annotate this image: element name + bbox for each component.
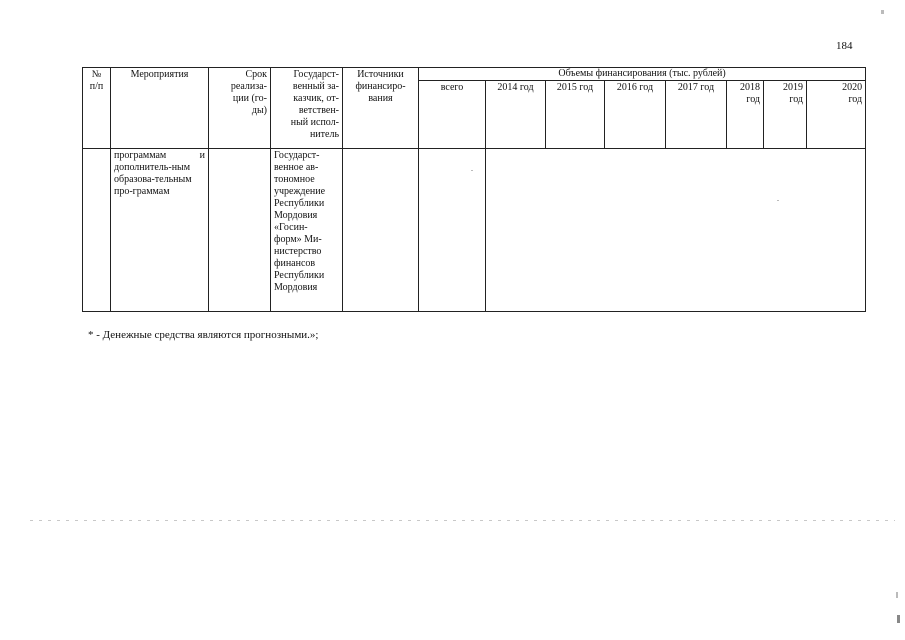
header-year-2019: 2019 год bbox=[764, 81, 807, 149]
header-year-2016: 2016 год bbox=[605, 81, 666, 149]
header-year-2015: 2015 год bbox=[546, 81, 605, 149]
header-sources: Источники финансиро- вания bbox=[343, 68, 419, 149]
header-year-2018: 2018 год bbox=[727, 81, 764, 149]
header-total: всего bbox=[419, 81, 486, 149]
row-customer: Государст- венное ав- тономное учреждение Республики Мордовия «Госин- форм» Ми- нистерство финансов Республики Мордовия bbox=[271, 149, 343, 312]
header-volumes: Объемы финансирования (тыс. рублей) bbox=[419, 68, 866, 81]
row-values bbox=[486, 149, 866, 312]
header-year-2020: 2020 год bbox=[807, 81, 866, 149]
header-term: Срок реализа- ции (го- ды) bbox=[209, 68, 271, 149]
row-total bbox=[419, 149, 486, 312]
header-year-2017: 2017 год bbox=[666, 81, 727, 149]
scan-speck bbox=[881, 10, 884, 14]
row-measure: программам и дополнитель-ным образова-тельным про-граммам bbox=[111, 149, 209, 312]
header-measures: Мероприятия bbox=[111, 68, 209, 149]
table-row bbox=[83, 149, 866, 312]
row-sources bbox=[343, 149, 419, 312]
row-term bbox=[209, 149, 271, 312]
footnote: * - Денежные средства являются прогнозными.»; bbox=[88, 329, 319, 341]
row-num bbox=[83, 149, 111, 312]
header-num: № п/п bbox=[83, 68, 111, 149]
financing-table bbox=[82, 67, 866, 312]
scan-speck bbox=[896, 592, 898, 598]
page-number: 184 bbox=[836, 40, 853, 52]
header-year-2014: 2014 год bbox=[486, 81, 546, 149]
scan-artifact-line bbox=[30, 520, 895, 521]
header-row-1 bbox=[83, 68, 866, 81]
scan-speck bbox=[777, 200, 779, 201]
header-customer: Государст- венный за- казчик, от- ветствен- ный испол- нитель bbox=[271, 68, 343, 149]
scan-speck bbox=[471, 170, 473, 171]
scan-speck bbox=[897, 615, 900, 623]
